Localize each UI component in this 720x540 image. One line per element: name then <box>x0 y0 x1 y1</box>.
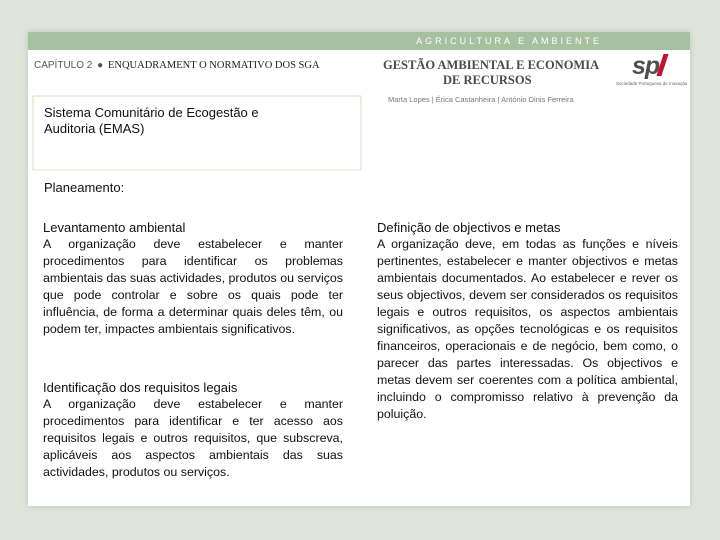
section-title-line2: Auditoria (EMAS) <box>44 121 145 136</box>
block-legal-requirements <box>43 379 343 481</box>
section-title-line1: Sistema Comunitário de Ecogestão e <box>44 105 259 120</box>
planning-label: Planeamento: <box>44 180 125 195</box>
block-heading: Levantamento ambiental <box>43 220 186 235</box>
header-band: AGRICULTURA E AMBIENTE <box>28 32 690 50</box>
book-title-line1: GESTÃO AMBIENTAL E ECONOMIA <box>383 58 600 72</box>
block-body: A organização deve estabelecer e manter procedimentos para identificar os problemas ambientais das suas actividades, produtos ou serviços que pode controlar e sobre os quais pode ter influência, de forma a determinar quais deles têm, ou podem ter, impactes ambientais significativos. <box>43 237 343 336</box>
block-body: A organização deve, em todas as funções e níveis pertinentes, estabelecer e manter objectivos e metas ambientais documentados. Ao estabelecer e rever os seus objectivos, devem ser considerados os requisitos legais e outros requisitos, os aspectos ambientais significativos, as opções tecnológicas e os requisitos financeiros, operacionais e de negócio, bem como, o parecer das partes interessadas. Os objectivos e metas devem ser coerentes com a política ambiental, incluindo o compromisso relativo à prevenção da poluição. <box>377 237 678 421</box>
logo-text: sp <box>632 52 660 80</box>
authors: Marta Lopes | Érica Castanheira | António Dinis Ferreira <box>388 95 574 104</box>
logo-subtitle: Sociedade Portuguesa de Inovação <box>616 81 688 86</box>
block-environmental-survey <box>43 219 343 338</box>
block-body: A organização deve estabelecer e manter procedimentos para identificar e ter acesso aos requisitos legais e outros requisitos, que subscreva, aplicáveis aos aspectos ambientais das suas actividades, produtos ou serviços. <box>43 397 343 479</box>
block-objectives-targets <box>377 219 678 423</box>
section-title <box>44 105 259 137</box>
chapter-label: CAPÍTULO 2 <box>34 60 93 71</box>
chapter-separator: ● <box>97 60 104 71</box>
block-heading: Definição de objectivos e metas <box>377 220 561 235</box>
chapter-title: ENQUADRAMENT O NORMATIVO DOS SGA <box>107 60 320 71</box>
block-heading: Identificação dos requisitos legais <box>43 380 238 395</box>
book-title-line2: DE RECURSOS <box>443 73 532 87</box>
